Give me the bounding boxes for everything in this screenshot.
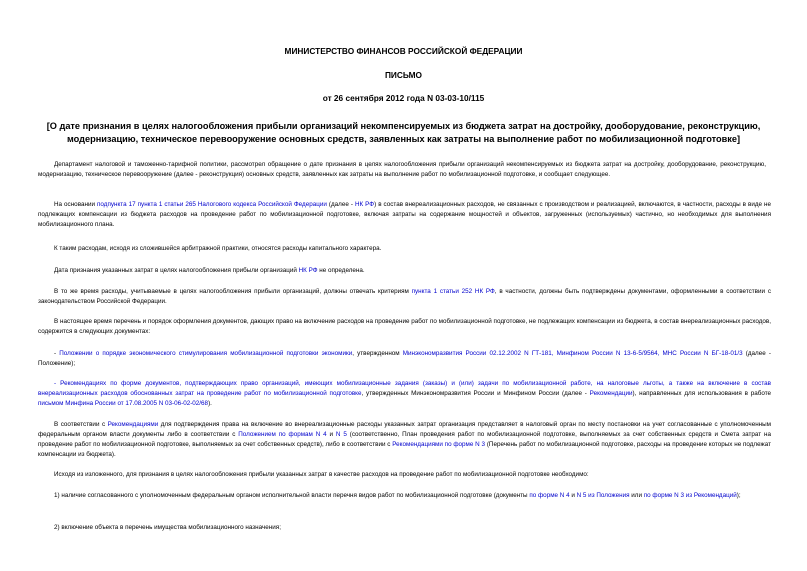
- ministry-heading: МИНИСТЕРСТВО ФИНАНСОВ РОССИЙСКОЙ ФЕДЕРАЦИИ: [284, 46, 523, 56]
- paragraph-requirement-1: [38, 491, 771, 501]
- text: На основании: [54, 201, 97, 208]
- text: (соответственно, План проведения работ по мобилизационной подготовке, выполняемых за счет собственных средств и Смета затрат на проведение работ по мобилизационной подготовке, выполняемых за счет собственных средств), либо в соответствии с: [38, 431, 771, 448]
- document-type: ПИСЬМО: [384, 70, 423, 80]
- paragraph-documents-list: В настоящее время перечень и порядок оформления документов, дающих право на включение расходов на проведение работ по мобилизационной подготовке, не подлежащих компенсации из бюджета, в состав внереализационных расходов, содержится в следующих документах:: [38, 318, 771, 335]
- text: , утвержденных Минэкономразвития России и Минфином России (далее -: [361, 390, 590, 397]
- link-nk-rf-article-252[interactable]: пункта 1 статьи 252 НК РФ: [411, 288, 495, 295]
- text: );: [736, 492, 741, 499]
- paragraph-regulation: [38, 349, 771, 369]
- link-form-3[interactable]: Рекомендациями по форме N 3: [392, 441, 486, 448]
- link-form-4[interactable]: по форме N 4: [529, 492, 570, 499]
- paragraph-conclusion: Исходя из изложенного, для признания в целях налогообложения прибыли указанных затрат в качестве расходов на проведение работ по мобилизационной подготовке необходимо:: [54, 471, 589, 478]
- paragraph-recognition-date: [38, 266, 766, 276]
- text: ).: [208, 400, 212, 407]
- paragraph-capital-expenses: К таким расходам, исходя из сложившейся арбитражной практики, относятся расходы капитального характера.: [54, 245, 382, 252]
- paragraph-requirement-2: 2) включение объекта в перечень имущества мобилизационного назначения;: [54, 524, 281, 531]
- text: -: [54, 350, 60, 357]
- document-date-number: от 26 сентября 2012 года N 03-03-10/115: [322, 93, 485, 103]
- paragraph-criteria: [38, 287, 771, 307]
- paragraph-recommendations: [38, 379, 771, 409]
- link-form-4[interactable]: Положением по формам N 4: [238, 431, 327, 438]
- link-approval-details[interactable]: Минэкономразвития России 02.12.2002 N ГТ-181, Минфином России N 13-6-5/9564, МНС России N БГ-18-01/3: [402, 350, 743, 357]
- text: 1) наличие согласованного с уполномоченным федеральным органом исполнительной власти перечня видов работ по мобилизационной подготовке (документы: [54, 492, 530, 499]
- text: ), направленных для использования в работе: [632, 390, 771, 397]
- text: (далее - Положение);: [38, 350, 771, 367]
- document-subject: [О дате признания в целях налогообложения прибыли организаций некомпенсируемых из бюджета затрат на достройку, дооборудование, реконструкцию, модернизацию, техническое перевооружение основных средств, заявленных как затраты на выполнение работ по мобилизационной подготовке]: [46, 121, 761, 144]
- link-recommendations[interactable]: Рекомендациями: [107, 421, 159, 428]
- text: и: [569, 492, 577, 499]
- text: В то же время расходы, учитываемые в целях налогообложения прибыли организаций, должны отвечать критериям: [54, 288, 412, 295]
- text: (далее -: [326, 201, 355, 208]
- text: В соответствии с: [54, 421, 108, 428]
- link-minfin-letter[interactable]: письмом Минфина России от 17.08.2005 N 03-06-02-02/68: [38, 400, 209, 407]
- text: и: [326, 431, 336, 438]
- text: , утвержденном: [352, 350, 403, 357]
- paragraph-legal-basis: [38, 200, 771, 230]
- link-regulation[interactable]: из Положения: [588, 492, 630, 499]
- text: ) в состав внереализационных расходов, не связанных с производством и реализацией, включаются, в частности, расходы в виде не подлежащих компенсации из бюджета расходов на проведение работ по мобилизационной подготовке, включая затраты на содержание мощностей и объектов, загруженных (используемых) частично, но необходимых для выполнения мобилизационного плана.: [38, 201, 771, 228]
- text: (Перечень работ по мобилизационной подготовке, расходы на проведение которых не подлежат компенсации из бюджета).: [38, 441, 771, 458]
- link-nk-rf-article-265[interactable]: подпункта 17 пункта 1 статьи 265 Налогового кодекса Российской Федерации: [97, 201, 327, 208]
- link-regulation[interactable]: Положении о порядке экономического стимулирования мобилизационной подготовки экономики: [59, 350, 353, 357]
- paragraph-confirmation: [38, 420, 771, 460]
- link-nk-rf[interactable]: НК РФ: [298, 267, 318, 274]
- text: Дата признания указанных затрат в целях налогообложения прибыли организаций: [54, 267, 299, 274]
- link-form-3-recommendations[interactable]: по форме N 3 из Рекомендаций: [643, 492, 737, 499]
- link-form-5[interactable]: N 5: [576, 492, 587, 499]
- link-form-5[interactable]: N 5: [335, 431, 347, 438]
- paragraph-intro: Департамент налоговой и таможенно-тарифной политики, рассмотрел обращение о дате признания в целях налогообложения прибыли организаций некомпенсируемых из бюджета затрат на достройку, дооборудование, реконструкцию, модернизацию, техническое перевооружение (далее - реконструкция) основных средств, заявленных как затраты на выполнение работ по мобилизационной подготовке, и сообщает следующее.: [38, 161, 766, 178]
- link-recommendations[interactable]: Рекомендации: [589, 390, 633, 397]
- link-recommendations-title[interactable]: - Рекомендациях по форме документов, подтверждающих право организаций, имеющих мобилизационные задания (заказы) и (или) задачи по мобилизационной работе, на налоговые льготы, а также на включение в состав внереализационных расходов обоснованных затрат на проведение работ по мобилизационной подготовке: [38, 380, 771, 397]
- text: не определена.: [317, 267, 365, 274]
- text: для подтверждения права на включение во внереализационные расходы указанных затрат организация представляет в налоговый орган по месту постановки на учет согласованные с уполномоченным федеральным органом власти документы либо в соответствии с: [38, 421, 771, 438]
- text: или: [629, 492, 644, 499]
- link-nk-rf[interactable]: НК РФ: [354, 201, 375, 208]
- text: , в частности, должны быть подтверждены документами, оформленными в соответствии с законодательством Российской Федерации.: [38, 288, 771, 305]
